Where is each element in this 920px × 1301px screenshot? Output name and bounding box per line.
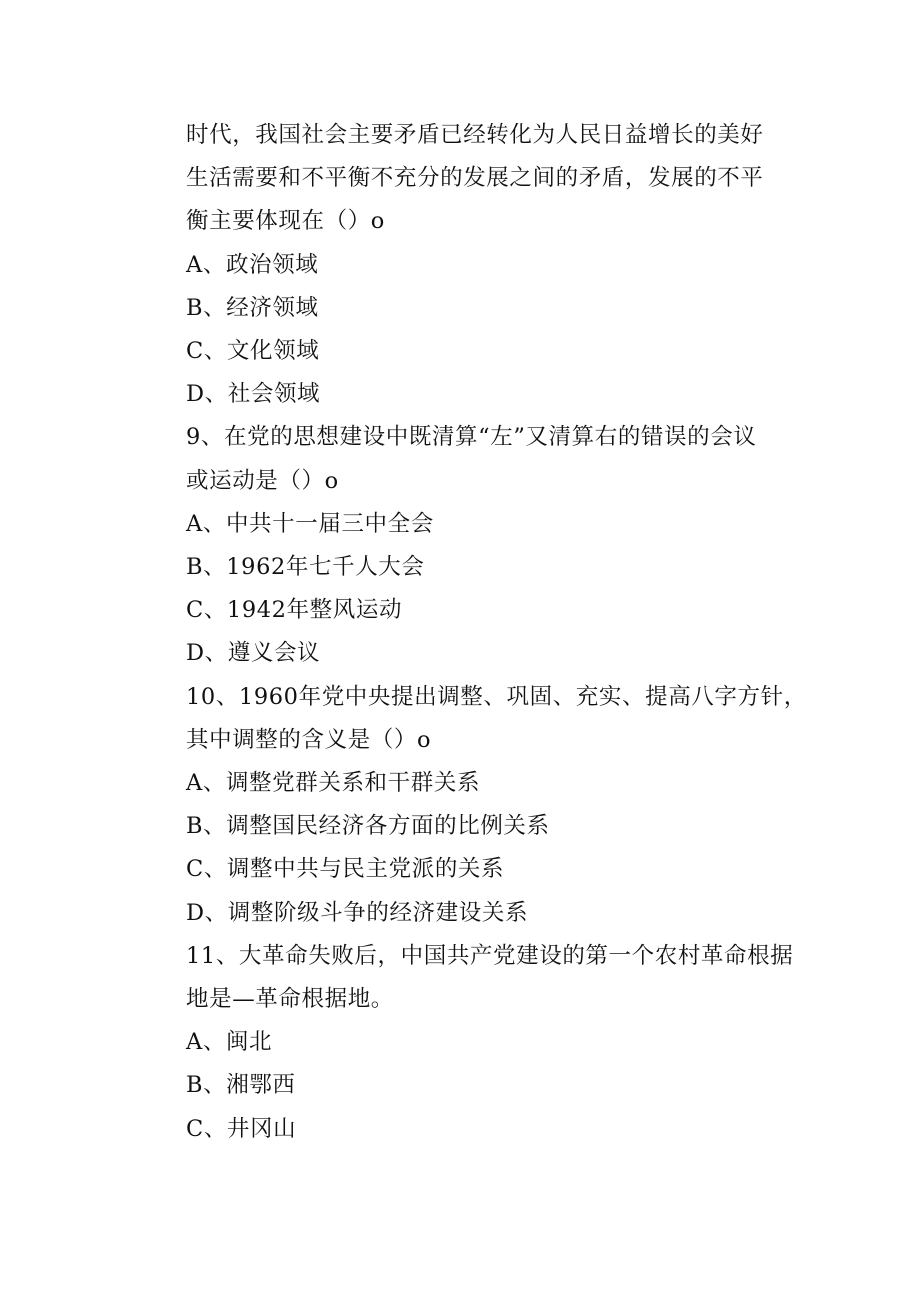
question-11-option-a: A、闽北 [186, 1029, 273, 1055]
question-10-option-b: B、调整国民经济各方面的比例关系 [186, 813, 550, 839]
question-9-option-d: D、遵义会议 [186, 640, 321, 666]
question-9-option-c: C、1942年整风运动 [186, 597, 403, 623]
question-8-text-line-3: 衡主要体现在（）o [186, 208, 385, 234]
question-11-text-line-1: 11、大革命失败后，中国共产党建设的第一个农村革命根据 [186, 943, 794, 969]
question-8-option-c: C、文化领域 [186, 338, 320, 364]
question-8-option-d: D、社会领域 [186, 381, 321, 407]
question-10-text-line-2: 其中调整的含义是（）o [186, 727, 432, 753]
question-8-option-b: B、经济领域 [186, 295, 319, 321]
question-9-option-a: A、中共十一届三中全会 [186, 511, 434, 537]
question-9-option-b: B、1962年七千人大会 [186, 554, 425, 580]
question-11-text-line-2: 地是—革命根据地。 [186, 986, 394, 1012]
question-10-option-a: A、调整党群关系和干群关系 [186, 770, 481, 796]
question-8-text-line-1: 时代，我国社会主要矛盾已经转化为人民日益增长的美好 [186, 122, 764, 148]
question-8-option-a: A、政治领域 [186, 252, 319, 278]
question-8-text-line-2: 生活需要和不平衡不充分的发展之间的矛盾，发展的不平 [186, 165, 764, 191]
question-11-option-b: B、湘鄂西 [186, 1072, 296, 1098]
question-11-option-c: C、井冈山 [186, 1116, 297, 1142]
question-9-text-line-2: 或运动是（）o [186, 468, 339, 494]
question-10-option-d: D、调整阶级斗争的经济建设关系 [186, 900, 529, 926]
question-10-text-line-1: 10、1960年党中央提出调整、巩固、充实、提高八字方针， [186, 684, 807, 710]
question-10-option-c: C、调整中共与民主党派的关系 [186, 856, 505, 882]
question-9-text-line-1: 9、在党的思想建设中既清算“左”又清算右的错误的会议 [186, 424, 757, 450]
